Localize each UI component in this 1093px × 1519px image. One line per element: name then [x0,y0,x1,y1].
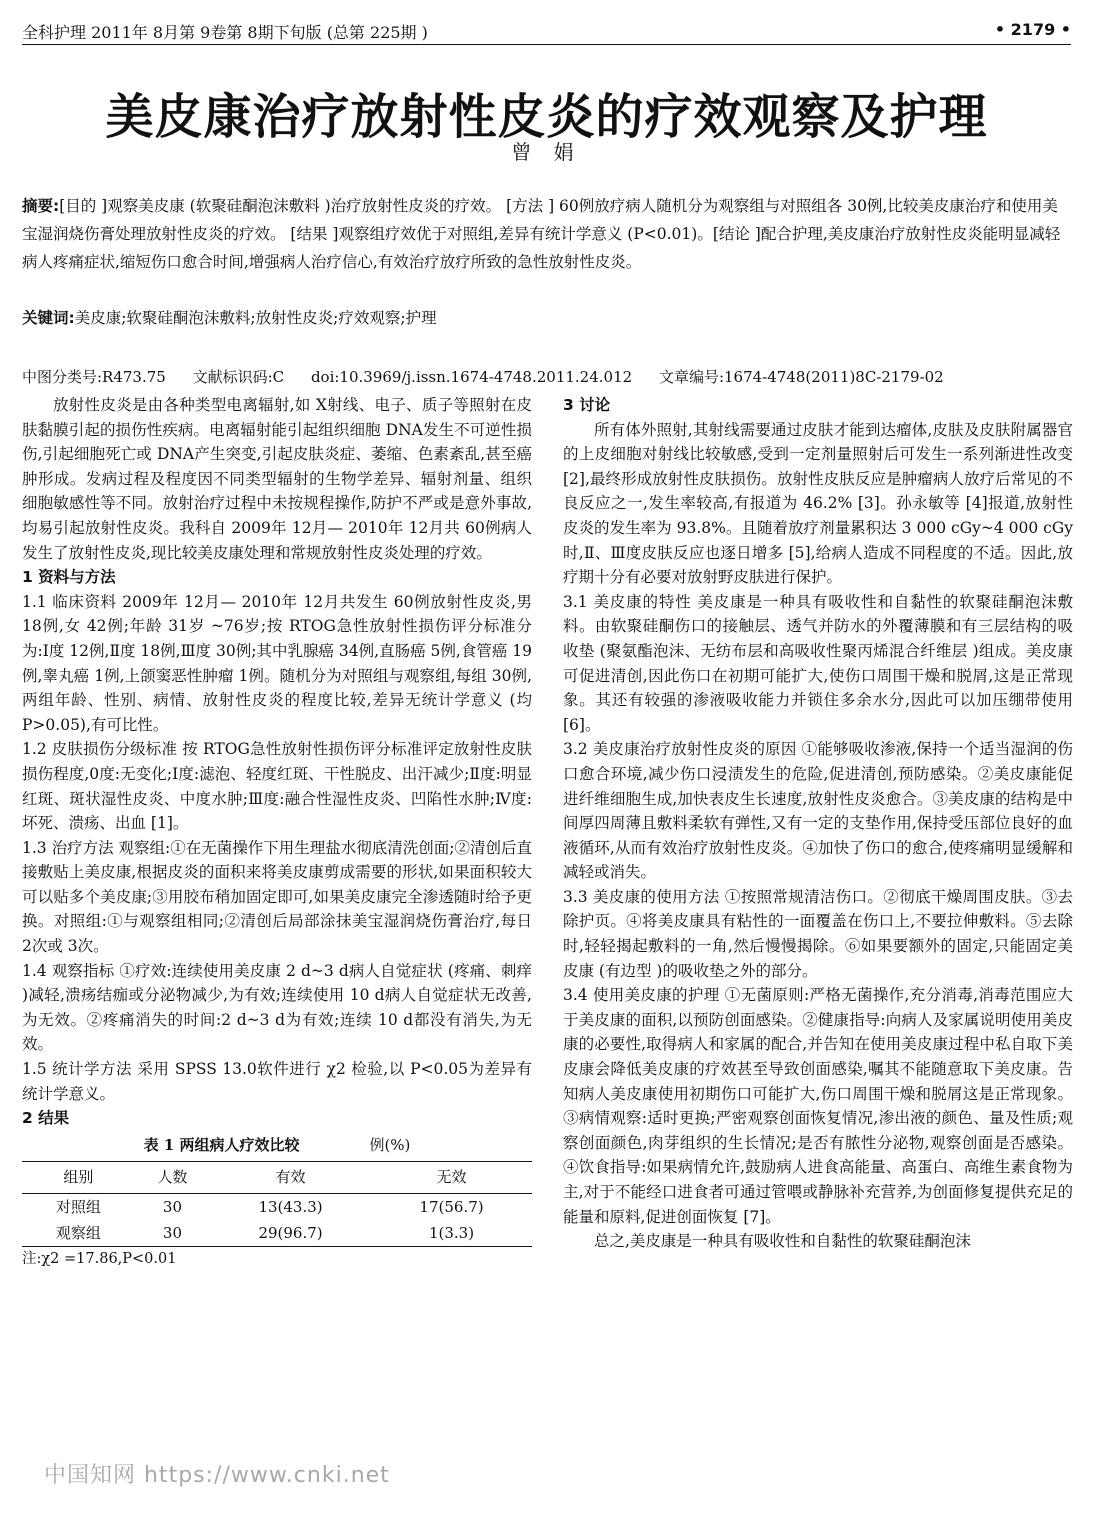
left-column [22,393,532,1272]
section-heading-methods: 1 资料与方法 [22,568,116,587]
abstract-label: 摘要: [22,197,60,215]
paragraph-1-2: 1.2 皮肤损伤分级标准 按 RTOG急性放射性损伤评分标准评定放射性皮肤损伤程度,0度:无变化;Ⅰ度:滤泡、轻度红斑、干性脱皮、出汗减少;Ⅱ度:明显红斑、斑状湿性皮炎、中度水肿;Ⅲ度:融合性湿性皮炎、凹陷性水肿;Ⅳ度:坏死、溃疡、出血 [1]。 [22,740,532,833]
table-header: 人数 [135,1162,210,1194]
page-number: • 2179 • [994,20,1071,39]
keywords-text: 美皮康;软聚硅酮泡沫敷料;放射性皮炎;疗效观察;护理 [74,309,437,327]
abstract [22,192,1071,276]
conclusion-paragraph: 总之,美皮康是一种具有吸收性和自黏性的软聚硅酮泡沫 [594,1232,971,1251]
section-heading-results: 2 结果 [22,1109,70,1128]
running-header [22,20,1071,45]
table-cell: 1(3.3) [371,1220,532,1247]
article-number: 文章编号:1674-4748(2011)8C-2179-02 [658,368,944,386]
table-cell: 对照组 [55,1198,101,1216]
paragraph-1-1: 1.1 临床资料 2009年 12月— 2010年 12月共发生 60例放射性皮炎,男 18例,女 42例;年龄 31岁 ~76岁;按 RTOG急性放射性损伤评分标准分为:Ⅰ度 12例,Ⅱ度 18例,Ⅲ度 30例;其中乳腺癌 34例,直肠癌 5例,食管癌 19例,睾丸癌 1例,上颌窦恶性肿瘤 1例。随机分为对照组与观察组,每组 30例,两组年龄、性别、病情、放射性皮炎的程度比较,差异无统计学意义 (均 P>0.05),有可比性。 [22,592,532,734]
table-note: 注:χ2 =17.86,P<0.01 [22,1251,177,1267]
table-title: 表 1 两组病人疗效比较 [143,1135,300,1154]
table-cell: 观察组 [22,1220,135,1247]
paragraph-1-5: 1.5 统计学方法 采用 SPSS 13.0软件进行 χ2 检验,以 P<0.05为差异有统计学意义。 [22,1060,532,1103]
table-row [22,1220,532,1247]
table-caption [22,1133,532,1158]
table-unit: 例(%) [369,1135,411,1154]
article-metadata [22,366,1071,388]
table-cell: 29(96.7) [210,1220,371,1247]
paragraph-3-4: 3.4 使用美皮康的护理 ①无菌原则:严格无菌操作,充分消毒,消毒范围应大于美皮康的面积,以预防创面感染。②健康指导:向病人及家属说明使用美皮康的必要性,取得病人和家属的配合,并告知在使用美皮康过程中私自取下美皮康会降低美皮康的疗效甚至导致创面感染,嘱其不能随意取下美皮康。告知病人美皮康使用初期伤口可能扩大,伤口周围干燥和脱屑这是正常现象。③病情观察:适时更换;严密观察创面恢复情况,渗出液的颜色、量及性质;观察创面颜色,肉芽组织的生长情况;是否有脓性分泌物,观察创面是否感染。④饮食指导:如果病情允许,鼓励病人进食高能量、高蛋白、高维生素食物为主,对于不能经口进食者可通过管喂或静脉补充营养,为创面修复提供充足的能量和原料,促进创面恢复 [7]。 [563,986,1073,1226]
table-row [22,1194,532,1221]
document-code: 文献标识码:C [192,368,285,386]
right-column [563,393,1073,1254]
paragraph-3-3: 3.3 美皮康的使用方法 ①按照常规清洁伤口。②彻底干燥周围皮肤。③去除护页。④将美皮康具有粘性的一面覆盖在伤口上,不要拉伸敷料。⑤去除时,轻轻揭起敷料的一角,然后慢慢揭除。⑥如果要额外的固定,只能固定美皮康 (有边型 )的吸收垫之外的部分。 [563,887,1073,980]
intro-paragraph: 放射性皮炎是由各种类型电离辐射,如 X射线、电子、质子等照射在皮肤黏膜引起的损伤性疾病。电离辐射能引起组织细胞 DNA发生不可逆性损伤,引起细胞死亡或 DNA产生突变,引起皮肤炎症、萎缩、色素紊乱,甚至癌肿形成。发病过程及程度因不同类型辐射的生物学差异、辐射剂量、组织细胞敏感性等不同。放射治疗过程中未按规程操作,防护不严或是意外事故,均易引起放射性皮炎。我科自 2009年 12月— 2010年 12月共 60例病人发生了放射性皮炎,现比较美皮康处理和常规放射性皮炎处理的疗效。 [22,396,532,562]
table-header: 有效 [210,1162,371,1194]
keywords [22,304,1071,332]
table-header: 组别 [22,1162,135,1194]
discussion-paragraph: 所有体外照射,其射线需要通过皮肤才能到达瘤体,皮肤及皮肤附属器官的上皮细胞对射线比较敏感,受到一定剂量照射后可发生一系列渐进性改变 [2],最终形成放射性皮肤损伤。放射性皮肤反应是肿瘤病人放疗后常见的不良反应之一,发生率较高,有报道为 46.2% [3]。孙永敏等 [4]报道,放射性皮炎的发生率为 93.8%。且随着放疗剂量累积达 3 000 cGy~4 000 cGy时,Ⅱ、Ⅲ度皮肤反应也逐日增多 [5],给病人造成不同程度的不适。因此,放疗期十分有必要对放射野皮肤进行保护。 [563,420,1073,587]
doi: doi:10.3969/j.issn.1674-4748.2011.24.012 [310,368,633,386]
table-cell: 17(56.7) [419,1198,484,1216]
paragraph-3-1: 3.1 美皮康的特性 美皮康是一种具有吸收性和自黏性的软聚硅酮泡沫敷料。由软聚硅酮伤口的接触层、透气并防水的外覆薄膜和有三层结构的吸收垫 (聚氨酯泡沫、无纺布层和高吸收性聚丙烯混合纤维层 )组成。美皮康可促进清创,因此伤口在初期可能扩大,使伤口周围干燥和脱屑,这是正常现象。其还有较强的渗液吸收能力并锁住多余水分,因此可以加压绷带使用 [6]。 [563,592,1073,734]
paragraph-3-2: 3.2 美皮康治疗放射性皮炎的原因 ①能够吸收渗液,保持一个适当湿润的伤口愈合环境,减少伤口浸渍发生的危险,促进清创,预防感染。②美皮康能促进纤维细胞生成,加快表皮生长速度,放射性皮炎愈合。③美皮康的结构是中间厚四周薄且敷料柔软有弹性,又有一定的支垫作用,保持受压部位良好的血液循环,从而有效治疗放射性皮炎。④加快了伤口的愈合,使疼痛明显缓解和减轻或消失。 [563,740,1073,882]
article-title: 美皮康治疗放射性皮炎的疗效观察及护理 [105,89,988,145]
journal-issue-info: 全科护理 2011年 8月第 9卷第 8期下旬版 (总第 225期 ) [22,23,428,42]
keywords-label: 关键词: [22,309,75,327]
table-cell: 30 [135,1220,210,1247]
section-heading-discussion: 3 讨论 [563,396,611,414]
results-table [22,1161,532,1247]
clc-number: 中图分类号:R473.75 [22,368,166,386]
table-header: 无效 [371,1162,532,1194]
cnki-watermark: 中国知网 https://www.cnki.net [44,1463,390,1488]
paragraph-1-4: 1.4 观察指标 ①疗效:连续使用美皮康 2 d~3 d病人自觉症状 (疼痛、刺痒 )减轻,溃疡结痂或分泌物减少,为有效;连续使用 10 d病人自觉症状无改善,为无效。②疼痛消失的时间:2 d~3 d为有效;连续 10 d都没有消失,为无效。 [22,961,532,1054]
author-name: 曾 娟 [511,140,582,164]
table-cell: 30 [162,1198,182,1216]
table-cell: 13(43.3) [258,1198,323,1216]
paragraph-1-3: 1.3 治疗方法 观察组:①在无菌操作下用生理盐水彻底清洗创面;②清创后直接敷贴上美皮康,根据皮炎的面积来将美皮康剪成需要的形状,如果面积较大可以贴多个美皮康;③用胶布稍加固定即可,如果美皮康完全渗透随时给予更换。对照组:①与观察组相同;②清创后局部涂抹美宝湿润烧伤膏治疗,每日 2次或 3次。 [22,838,532,956]
abstract-text: [目的 ]观察美皮康 (软聚硅酮泡沫敷料 )治疗放射性皮炎的疗效。 [方法 ] 60例放疗病人随机分为观察组与对照组各 30例,比较美皮康治疗和使用美宝湿润烧伤膏处理放射性皮炎的疗效。 [结果 ]观察组疗效优于对照组,差异有统计学意义 (P<0.01)。[结论 ]配合护理,美皮康治疗放射性皮炎能明显减轻病人疼痛症状,缩短伤口愈合时间,增强病人治疗信心,有效治疗放疗所致的急性放射性皮炎。 [22,197,1061,271]
